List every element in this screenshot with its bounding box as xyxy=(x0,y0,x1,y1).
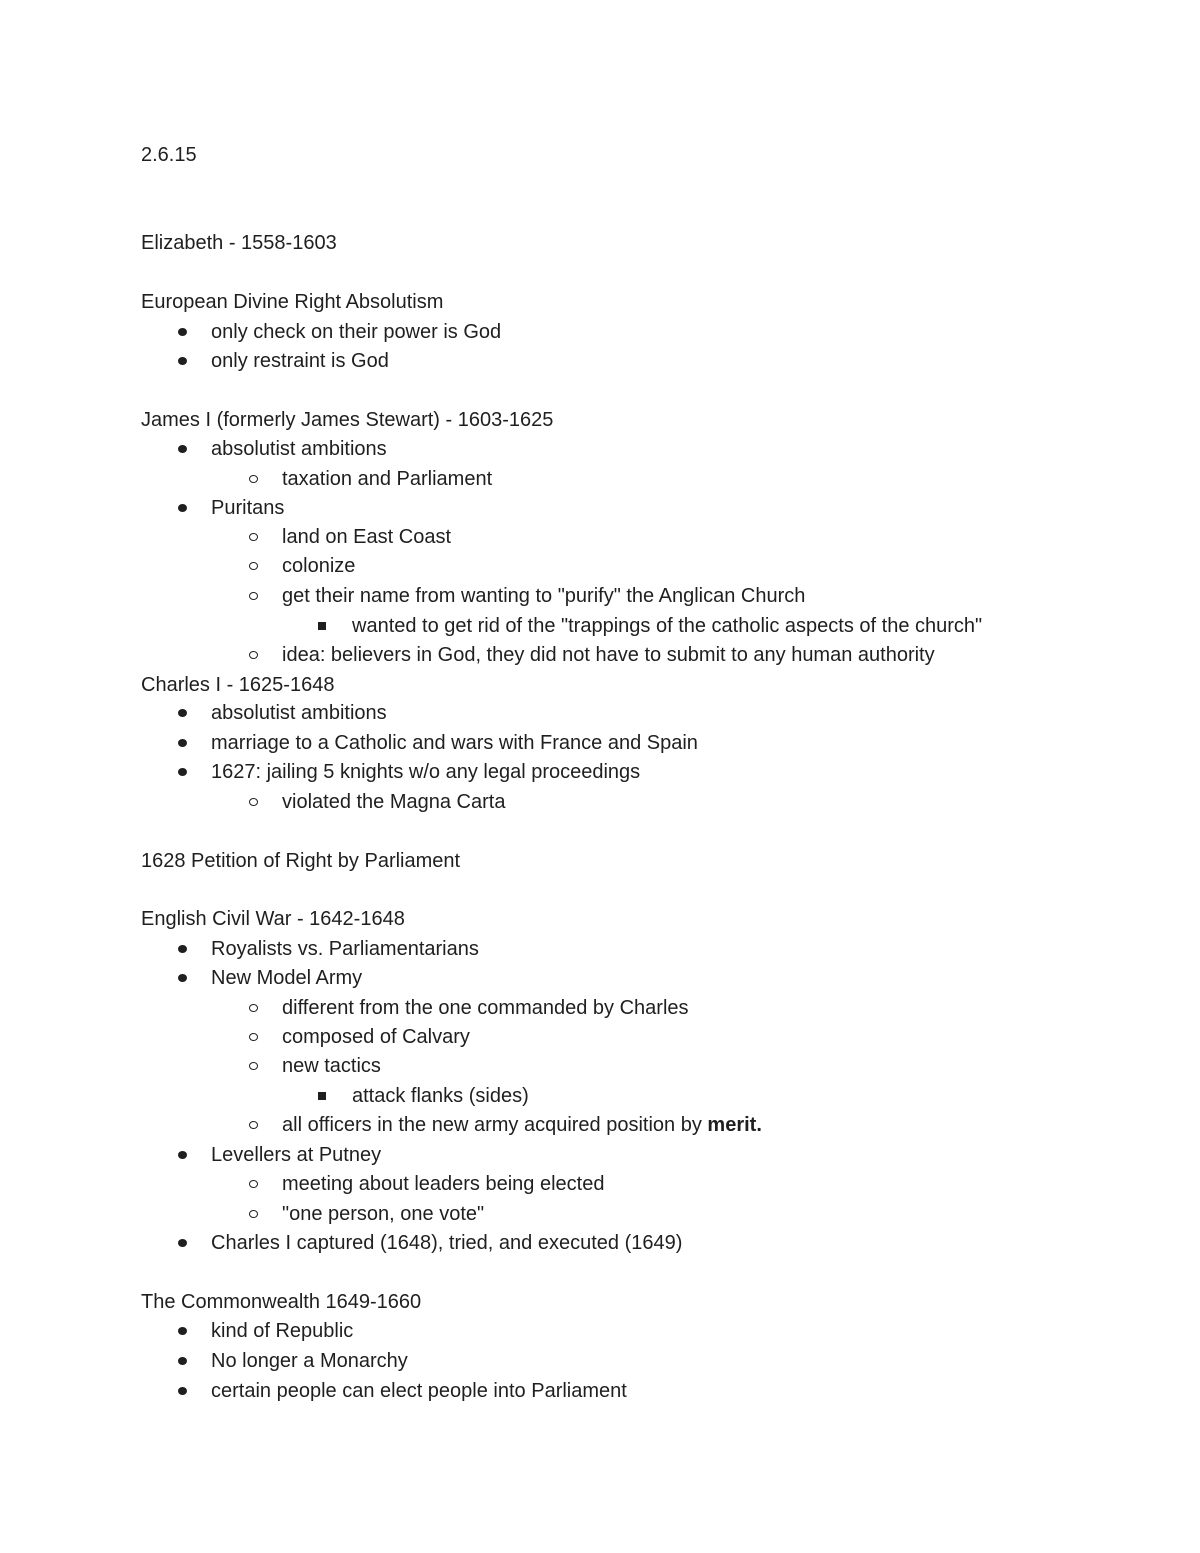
bullet-circle-icon xyxy=(249,1180,258,1188)
bullet-circle-icon xyxy=(249,1062,258,1070)
list-item: Charles I captured (1648), tried, and executed (1649) xyxy=(211,1231,682,1255)
list-item: New Model Army xyxy=(211,966,362,990)
bullet-disc-icon xyxy=(178,945,187,953)
bullet-disc-icon xyxy=(178,1327,187,1335)
list-item: attack flanks (sides) xyxy=(352,1084,529,1108)
bullet-circle-icon xyxy=(249,1121,258,1129)
list-item: taxation and Parliament xyxy=(282,467,492,491)
list-item: "one person, one vote" xyxy=(282,1202,484,1226)
list-item: land on East Coast xyxy=(282,525,451,549)
bullet-disc-icon xyxy=(178,709,187,717)
list-item: composed of Calvary xyxy=(282,1025,470,1049)
bullet-disc-icon xyxy=(178,504,187,512)
commonwealth-heading: The Commonwealth 1649-1660 xyxy=(141,1291,422,1313)
bullet-circle-icon xyxy=(249,651,258,659)
bullet-disc-icon xyxy=(178,357,187,365)
bullet-disc-icon xyxy=(178,768,187,776)
list-item: Levellers at Putney xyxy=(211,1143,381,1167)
bullet-disc-icon xyxy=(178,328,187,336)
list-item: colonize xyxy=(282,554,355,578)
list-item: No longer a Monarchy xyxy=(211,1349,408,1373)
bullet-disc-icon xyxy=(178,1387,187,1395)
list-item: Royalists vs. Parliamentarians xyxy=(211,937,479,961)
list-item: Puritans xyxy=(211,496,284,520)
list-item: get their name from wanting to "purify" the Anglican Church xyxy=(282,584,805,608)
list-item: wanted to get rid of the "trappings of the catholic aspects of the church" xyxy=(352,614,982,638)
bullet-disc-icon xyxy=(178,1357,187,1365)
list-item: absolutist ambitions xyxy=(211,701,387,725)
bullet-circle-icon xyxy=(249,592,258,600)
list-item: only check on their power is God xyxy=(211,320,501,344)
bullet-circle-icon xyxy=(249,475,258,483)
list-item: marriage to a Catholic and wars with France and Spain xyxy=(211,731,698,755)
bullet-circle-icon xyxy=(249,1033,258,1041)
list-item: idea: believers in God, they did not have to submit to any human authority xyxy=(282,643,935,667)
list-item: only restraint is God xyxy=(211,349,389,373)
bullet-square-icon xyxy=(318,1092,326,1100)
bullet-circle-icon xyxy=(249,1210,258,1218)
bullet-circle-icon xyxy=(249,798,258,806)
list-item: all officers in the new army acquired position by merit. xyxy=(282,1113,762,1137)
list-item: kind of Republic xyxy=(211,1319,353,1343)
bullet-disc-icon xyxy=(178,974,187,982)
list-item: violated the Magna Carta xyxy=(282,790,505,814)
list-item: absolutist ambitions xyxy=(211,437,387,461)
petition-heading: 1628 Petition of Right by Parliament xyxy=(141,850,461,872)
emphasis-merit: merit. xyxy=(707,1114,762,1136)
elizabeth-heading: Elizabeth - 1558-1603 xyxy=(141,232,337,254)
charles-heading: Charles I - 1625-1648 xyxy=(141,674,335,696)
civil-war-heading: English Civil War - 1642-1648 xyxy=(141,908,405,930)
list-item: different from the one commanded by Charles xyxy=(282,996,689,1020)
james-heading: James I (formerly James Stewart) - 1603-1625 xyxy=(141,409,554,431)
bullet-circle-icon xyxy=(249,533,258,541)
bullet-disc-icon xyxy=(178,445,187,453)
bullet-circle-icon xyxy=(249,562,258,570)
list-item: meeting about leaders being elected xyxy=(282,1172,604,1196)
bullet-square-icon xyxy=(318,622,326,630)
list-item: new tactics xyxy=(282,1054,381,1078)
bullet-disc-icon xyxy=(178,1239,187,1247)
list-item: certain people can elect people into Parliament xyxy=(211,1379,627,1403)
bullet-disc-icon xyxy=(178,1151,187,1159)
divine-right-heading: European Divine Right Absolutism xyxy=(141,291,444,313)
bullet-circle-icon xyxy=(249,1004,258,1012)
date-heading: 2.6.15 xyxy=(141,144,197,166)
bullet-disc-icon xyxy=(178,739,187,747)
list-item: 1627: jailing 5 knights w/o any legal proceedings xyxy=(211,760,640,784)
